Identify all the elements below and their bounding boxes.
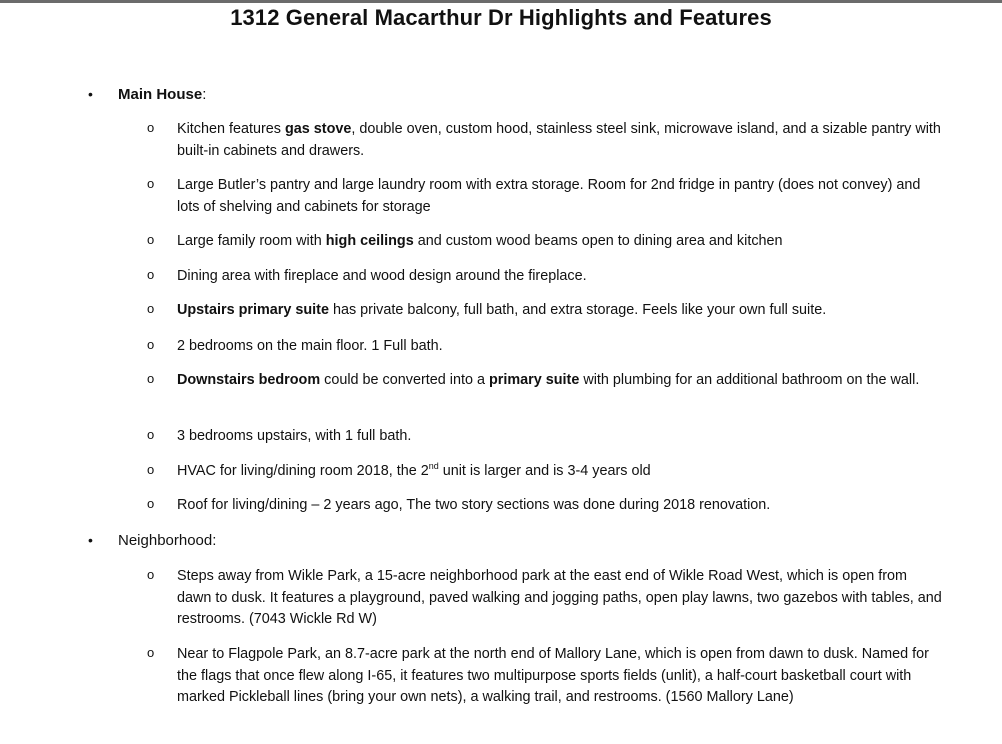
text-run: Kitchen features	[177, 121, 285, 137]
list-item-text	[177, 644, 942, 709]
list-item-marker: o	[147, 645, 155, 660]
text-run: has private balcony, full bath, and extra storage. Feels like your own full suite.	[328, 302, 827, 318]
list-item-text	[177, 461, 942, 483]
bold-text: primary suite	[488, 372, 580, 388]
section-bullet: •	[88, 532, 93, 548]
list-item-marker: o	[147, 371, 155, 386]
text-run: Roof for living/dining – 2 years ago, The two story sections was done during 2018 renovation.	[177, 497, 771, 513]
document-title: 1312 General Macarthur Dr Highlights and Features	[230, 5, 772, 30]
list-item-text	[177, 300, 942, 322]
text-run: unit is larger and is 3-4 years old	[438, 463, 651, 479]
list-item-marker: o	[147, 462, 155, 477]
list-item-text	[177, 566, 942, 631]
list-item-marker: o	[147, 301, 155, 316]
list-item-marker: o	[147, 496, 155, 511]
list-item-marker: o	[147, 567, 155, 582]
list-item-text	[177, 426, 942, 448]
list-item-marker: o	[147, 337, 155, 352]
section-heading-main-house	[118, 86, 206, 103]
text-run: and custom wood beams open to dining area and kitchen	[413, 233, 783, 249]
list-item-marker: o	[147, 176, 155, 191]
section-heading-colon: :	[202, 86, 207, 103]
text-run: HVAC for living/dining room 2018, the 2	[177, 463, 429, 479]
text-run: Near to Flagpole Park, an 8.7-acre park at the north end of Mallory Lane, which is open from dawn to dusk. Named for the flags that once flew along I-65, it features two multipurpose sports fields (unlit), a half-court basketball court with marked Pickleball lines (bring your own nets), a walking trail, and restrooms. (1560 Mallory Lane)	[177, 646, 929, 705]
list-item-marker: o	[147, 232, 155, 247]
bold-text: gas stove	[285, 121, 352, 137]
list-item-marker: o	[147, 427, 155, 442]
text-run: Large family room with	[177, 233, 326, 249]
bold-text: Downstairs bedroom	[177, 372, 321, 388]
list-item-text	[177, 336, 942, 358]
text-run: , double oven, custom hood, stainless steel sink, microwave island, and a sizable pantry with built-in cabinets and drawers.	[177, 121, 941, 159]
bold-text: high ceilings	[325, 233, 414, 249]
section-bullet: •	[88, 86, 93, 102]
text-run: Large Butler’s pantry and large laundry room with extra storage. Room for 2nd fridge in pantry (does not convey) and lots of shelving and cabinets for storage	[177, 177, 921, 215]
list-item-marker: o	[147, 267, 155, 282]
text-run: Steps away from Wikle Park, a 15-acre neighborhood park at the east end of Wikle Road West, which is open from dawn to dusk. It features a playground, paved walking and jogging paths, open play lawns, two gazebos with tables, and restrooms. (7043 Wickle Rd W)	[177, 568, 942, 627]
list-item-text	[177, 266, 942, 288]
section-heading-text: Main House	[118, 86, 203, 103]
text-run: could be converted into a	[320, 372, 489, 388]
list-item-text	[177, 231, 942, 253]
text-run: with plumbing for an additional bathroom on the wall.	[579, 372, 920, 388]
text-run: 2 bedrooms on the main floor. 1 Full bath.	[177, 338, 443, 354]
list-item-text	[177, 175, 942, 218]
bold-text: Upstairs primary suite	[177, 302, 329, 318]
list-item-text	[177, 370, 942, 392]
list-item-text	[177, 119, 942, 162]
text-run: 3 bedrooms upstairs, with 1 full bath.	[177, 428, 412, 444]
text-run: Dining area with fireplace and wood design around the fireplace.	[177, 268, 587, 284]
superscript-text: nd	[428, 461, 439, 472]
list-item-text	[177, 495, 942, 517]
section-heading-neighborhood: Neighborhood:	[118, 532, 217, 549]
list-item-marker: o	[147, 120, 155, 135]
